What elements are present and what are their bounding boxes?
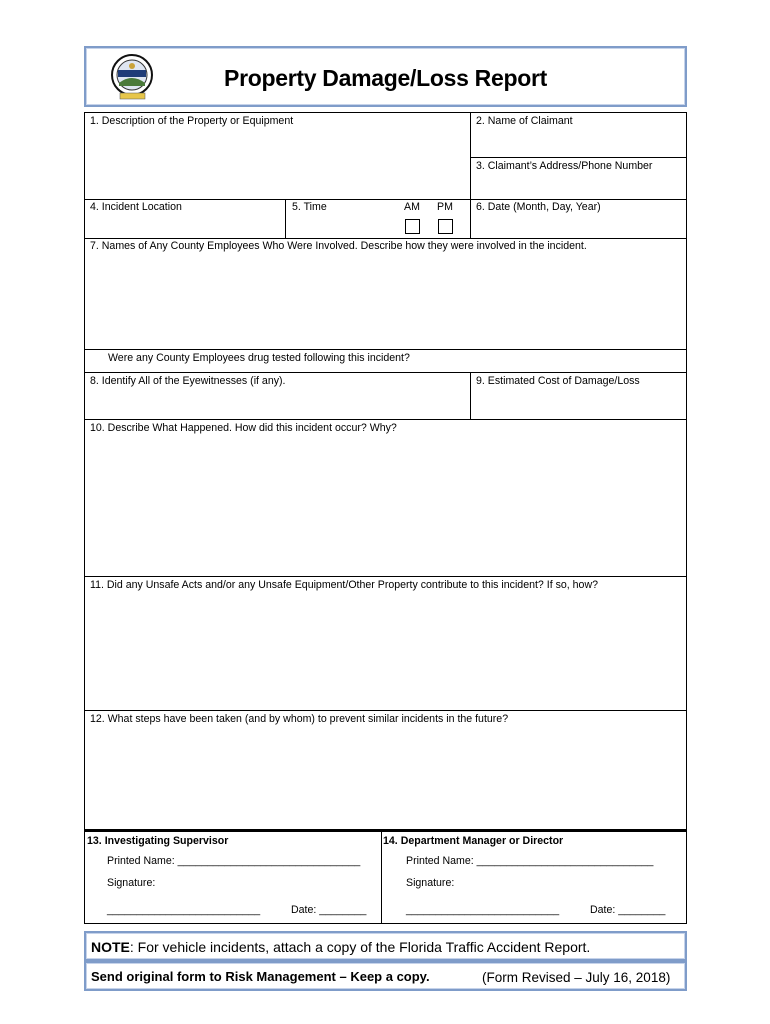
manager-title: Department Manager or Director: [400, 835, 564, 847]
divider: [85, 576, 686, 577]
divider: [470, 157, 686, 158]
manager-printed-name: Printed Name: ______________________________: [406, 855, 654, 867]
manager-date: Date: ________: [590, 904, 666, 916]
manager-signature-label: Signature:: [406, 877, 455, 889]
divider: [85, 372, 686, 373]
divider: [85, 829, 686, 832]
field-description-label: 1. Description of the Property or Equipment: [90, 115, 294, 127]
divider: [381, 829, 382, 924]
pm-checkbox[interactable]: [438, 219, 453, 234]
field-estimated-cost-label: 9. Estimated Cost of Damage/Loss: [476, 375, 640, 387]
field-incident-location-label: 4. Incident Location: [90, 201, 182, 213]
divider: [85, 710, 686, 711]
field-employees-label: 7. Names of Any County Employees Who Were Involved. Describe how they were involved in the incident.: [90, 240, 587, 252]
field-unsafe-acts-label: 11. Did any Unsafe Acts and/or any Unsafe Equipment/Other Property contribute to this incident? If so, how?: [90, 579, 598, 591]
field-eyewitnesses-label: 8. Identify All of the Eyewitnesses (if any).: [90, 375, 286, 387]
divider: [285, 199, 286, 238]
field-claimant-name-label: 2. Name of Claimant: [476, 115, 573, 127]
note-label: NOTE: [91, 939, 130, 955]
supervisor-signature-line: __________________________: [107, 904, 261, 916]
divider: [85, 199, 686, 200]
form-header: [84, 46, 687, 107]
supervisor-title: Investigating Supervisor: [104, 835, 229, 847]
send-instructions: Send original form to Risk Management – Keep a copy.: [91, 969, 430, 984]
send-note: [84, 961, 687, 991]
note-text: : For vehicle incidents, attach a copy of the Florida Traffic Accident Report.: [129, 939, 591, 955]
manager-signature-line: __________________________: [406, 904, 560, 916]
manager-section-title: [383, 835, 563, 848]
revision-date: (Form Revised – July 16, 2018): [482, 970, 671, 985]
divider: [85, 419, 686, 420]
drug-test-question: Were any County Employees drug tested following this incident?: [108, 352, 410, 364]
am-checkbox[interactable]: [405, 219, 420, 234]
supervisor-signature-label: Signature:: [107, 877, 156, 889]
am-label: AM: [404, 201, 420, 213]
field-claimant-address-label: 3. Claimant’s Address/Phone Number: [476, 160, 653, 172]
field-date-label: 6. Date (Month, Day, Year): [476, 201, 601, 213]
divider: [85, 349, 686, 350]
pm-label: PM: [437, 201, 453, 213]
form-title: Property Damage/Loss Report: [224, 65, 547, 91]
report-form: [84, 112, 687, 924]
divider: [470, 199, 471, 238]
field-time-label: 5. Time: [292, 201, 327, 213]
vehicle-note-text: [91, 939, 590, 955]
supervisor-date: Date: ________: [291, 904, 367, 916]
field-what-happened-label: 10. Describe What Happened. How did this incident occur? Why?: [90, 422, 397, 434]
divider: [85, 238, 686, 239]
vehicle-note: [84, 931, 687, 961]
manager-number: 14.: [383, 835, 398, 847]
supervisor-printed-name: Printed Name: _______________________________: [107, 855, 361, 867]
divider: [470, 372, 471, 419]
supervisor-number: 13.: [87, 835, 102, 847]
field-prevention-label: 12. What steps have been taken (and by whom) to prevent similar incidents in the future?: [90, 713, 509, 725]
supervisor-section-title: [87, 835, 228, 848]
divider: [470, 113, 471, 199]
